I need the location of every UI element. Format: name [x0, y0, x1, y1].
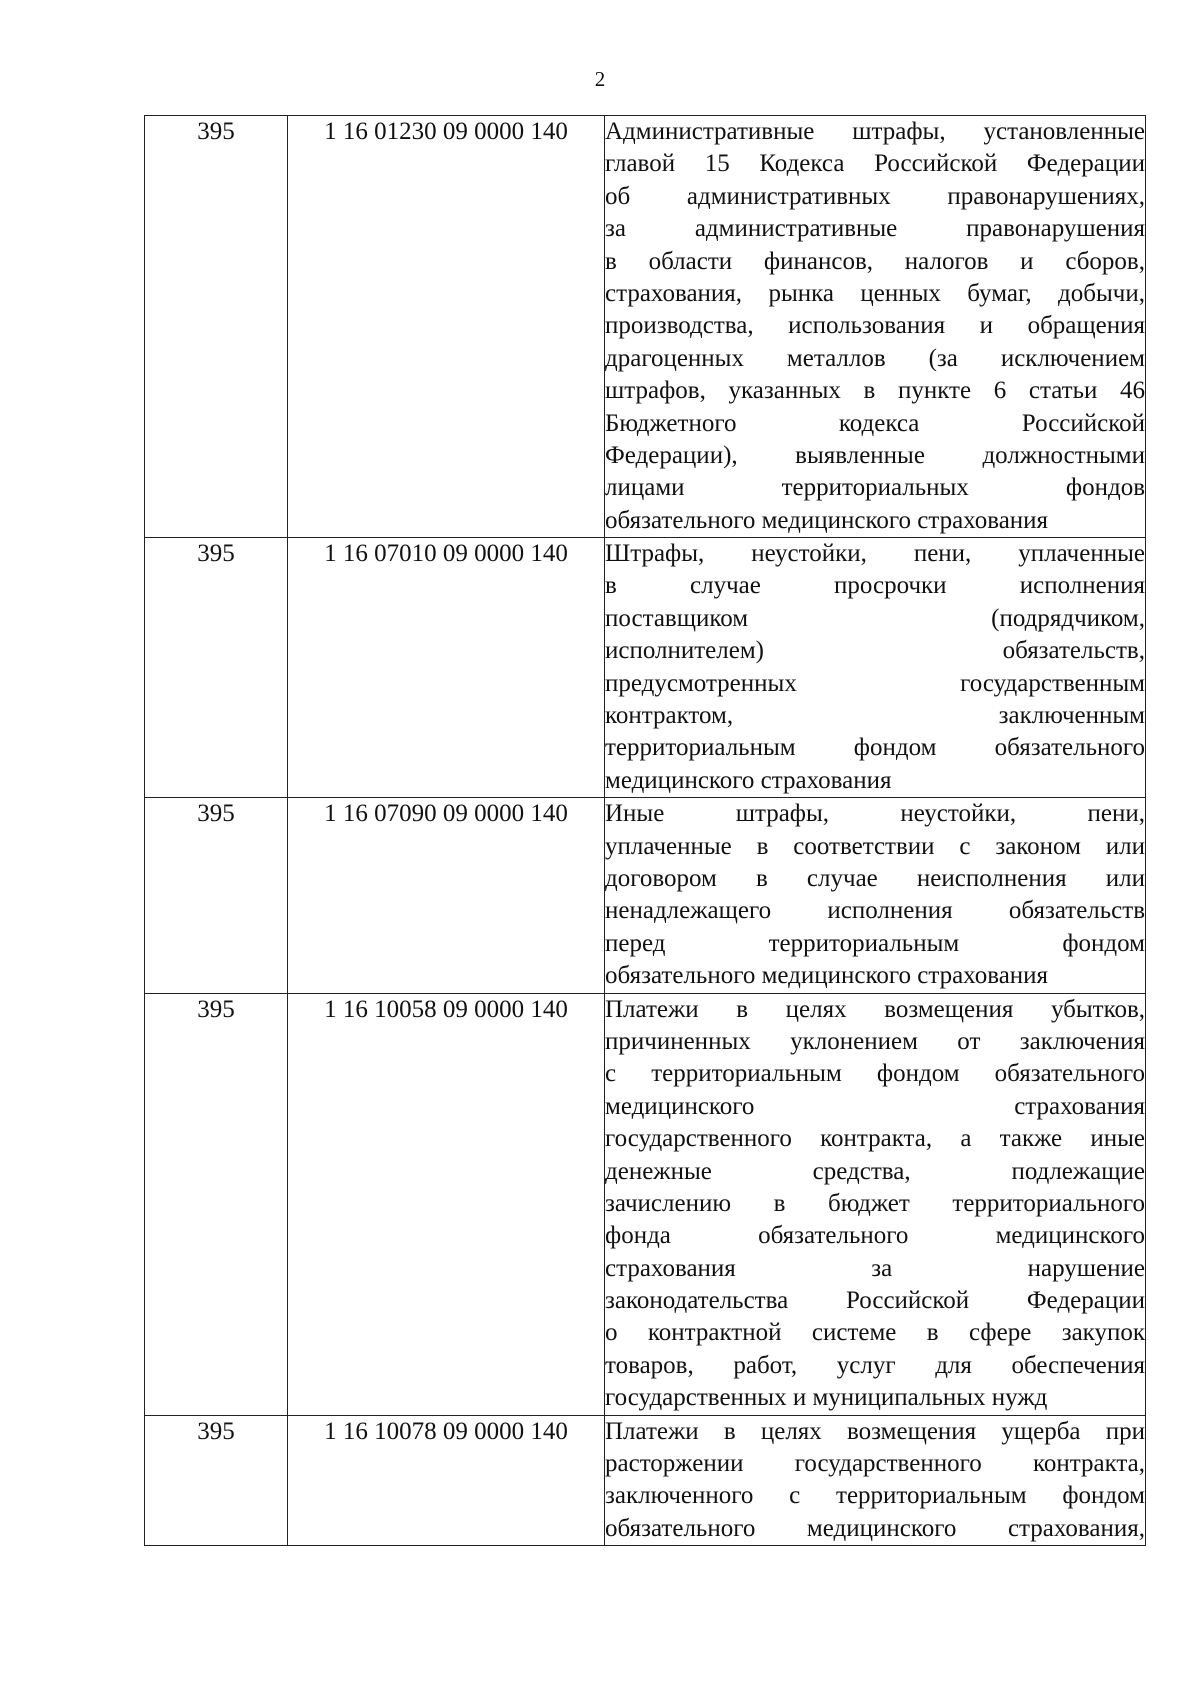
table-row [145, 538, 1146, 798]
description-line: Штрафы, неустойки, пени, уплаченные [605, 540, 1145, 568]
description-line: причиненных уклонением от заключения [605, 1027, 1145, 1055]
income-description-cell [605, 538, 1146, 798]
description-line: медицинского страхования [605, 766, 892, 794]
description-line: штрафов, указанных в пункте 6 статьи 46 [605, 377, 1145, 405]
description-line: лицами территориальных фондов [605, 474, 1145, 502]
description-line: договором в случае неисполнения или [605, 864, 1145, 892]
description-line: территориальным фондом обязательного [605, 734, 1145, 762]
description-line: Иные штрафы, неустойки, пени, [605, 800, 1145, 828]
description-line: Бюджетного кодекса Российской [605, 409, 1145, 437]
description-line: фонда обязательного медицинского [605, 1222, 1145, 1250]
description-line: Федерации), выявленные должностными [605, 441, 1145, 469]
income-description-cell [605, 993, 1146, 1415]
description-line: ненадлежащего исполнения обязательств [605, 897, 1145, 925]
description-line: Платежи в целях возмещения ущерба при [605, 1417, 1145, 1445]
budget-classification-code-cell: 1 16 10078 09 0000 140 [288, 1415, 605, 1546]
description-line: денежные средства, подлежащие [605, 1157, 1145, 1185]
description-line: заключенного с территориальным фондом [605, 1482, 1145, 1510]
description-line: Административные штрафы, установленные [605, 118, 1145, 145]
table-row [145, 116, 1146, 538]
description-line: товаров, работ, услуг для обеспечения [605, 1351, 1145, 1379]
description-line: уплаченные в соответствии с законом или [605, 832, 1145, 860]
description-line: в случае просрочки исполнения [605, 572, 1145, 600]
income-description-cell [605, 798, 1146, 993]
description-line: перед территориальным фондом [605, 929, 1145, 957]
description-line: расторжении государственного контракта, [605, 1450, 1145, 1478]
description-line: обязательного медицинского страхования, [605, 1514, 1145, 1542]
description-line: исполнителем) обязательств, [605, 637, 1145, 665]
admin-code-cell: 395 [145, 798, 288, 993]
budget-classification-code-cell: 1 16 10058 09 0000 140 [288, 993, 605, 1415]
description-line: государственного контракта, а также иные [605, 1125, 1145, 1153]
description-line: государственных и муниципальных нужд [605, 1384, 1048, 1412]
budget-codes-table [144, 115, 1146, 1546]
income-description-cell [605, 116, 1146, 538]
description-line: производства, использования и обращения [605, 312, 1145, 340]
page-number: 2 [594, 67, 606, 91]
description-line: обязательного медицинского страхования [605, 506, 1049, 534]
description-line: в области финансов, налогов и сборов, [605, 247, 1145, 275]
admin-code-cell: 395 [145, 538, 288, 798]
description-line: контрактом, заключенным [605, 702, 1145, 730]
admin-code-cell: 395 [145, 993, 288, 1415]
income-description-cell [605, 1415, 1146, 1546]
description-line: драгоценных металлов (за исключением [605, 344, 1145, 372]
table-row [145, 1415, 1146, 1546]
description-line: страхования, рынка ценных бумаг, добычи, [605, 279, 1145, 307]
description-line: обязательного медицинского страхования [605, 962, 1049, 990]
table-body [145, 116, 1146, 1546]
description-line: поставщиком (подрядчиком, [605, 604, 1145, 632]
description-line: предусмотренных государственным [605, 669, 1145, 697]
description-line: за административные правонарушения [605, 215, 1145, 243]
description-line: главой 15 Кодекса Российской Федерации [605, 150, 1145, 178]
description-line: об административных правонарушениях, [605, 182, 1145, 210]
description-line: страхования за нарушение [605, 1254, 1145, 1282]
admin-code-cell: 395 [145, 116, 288, 538]
description-line: медицинского страхования [605, 1092, 1145, 1120]
description-line: о контрактной системе в сфере закупок [605, 1319, 1145, 1347]
budget-classification-code-cell: 1 16 01230 09 0000 140 [288, 116, 605, 538]
budget-classification-code-cell: 1 16 07010 09 0000 140 [288, 538, 605, 798]
description-line: Платежи в целях возмещения убытков, [605, 995, 1145, 1023]
description-line: зачислению в бюджет территориального [605, 1189, 1145, 1217]
budget-classification-code-cell: 1 16 07090 09 0000 140 [288, 798, 605, 993]
admin-code-cell: 395 [145, 1415, 288, 1546]
table-row [145, 798, 1146, 993]
description-line: законодательства Российской Федерации [605, 1287, 1145, 1315]
description-line: с территориальным фондом обязательного [605, 1060, 1145, 1088]
table-row [145, 993, 1146, 1415]
